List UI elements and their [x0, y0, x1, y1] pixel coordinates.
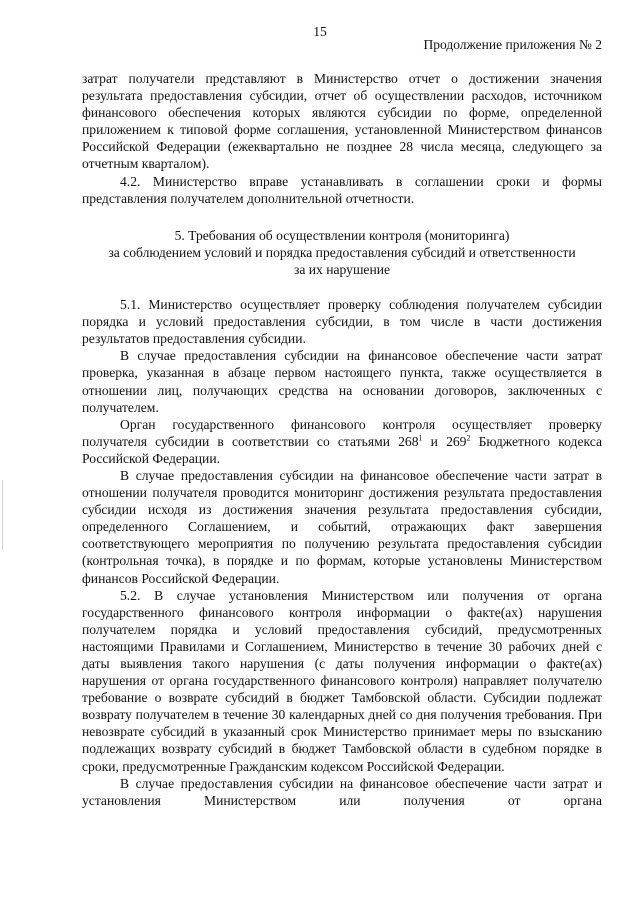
paragraph-financial-control [82, 416, 602, 467]
paragraph-continued: В случае предоставления субсидии на финансовое обеспечение части затрат и установления Министерством или получения от органа [82, 775, 602, 808]
paragraph-financial-control-part-b: и 269 [422, 433, 467, 449]
section-heading-line-3: за их нарушение [293, 261, 391, 277]
scan-edge-mark [2, 480, 3, 550]
paragraph-financial-control-part-c: Бюджетного кодекса Российской Федерации. [82, 433, 602, 466]
appendix-continuation-label: Продолжение приложения № 2 [423, 37, 602, 52]
paragraph-reporting: затрат получатели представляют в Министерство отчет о достижении значения результата предоставления субсидии, отчет об осуществлении расходов, источником финансового обеспечения которых являются субсидии по форме, определенной приложением к типовой форме соглашения, установленной Министерством финансов Российской Федерации (ежеквартально не позднее 28 числа месяца, следующего за отчетным кварталом). [82, 71, 602, 172]
paragraph-financial-control-part-a: Орган государственного финансового контроля осуществляет проверку получателя субсидии в соответствии со статьями 268 [82, 416, 602, 449]
paragraph-5-1: 5.1. Министерство осуществляет проверку соблюдения получателем субсидии порядка и условий предоставления субсидии, в том числе в части достижения результатов предоставления субсидии. [82, 297, 602, 347]
paragraph-verification-scope: В случае предоставления субсидии на финансовое обеспечение части затрат проверка, указанная в абзаце первом настоящего пункта, также осуществляется в отношении лиц, получающих средства на основании договоров, заключенных с получателем. [82, 348, 602, 415]
section-heading-line-1: 5. Требования об осуществлении контроля (мониторинга) [174, 227, 510, 243]
article-superscript-2: 2 [466, 433, 471, 443]
paragraph-5-2: 5.2. В случае установления Министерством или получения от органа государственного финансового контроля информации о факте(ах) нарушения получателем порядка и условий предоставления субсидий, предусмотренных настоящими Правилами и Соглашением, Министерство в течение 30 рабочих дней с даты выявления такого нарушения (с даты получения информации о факте(ах) нарушения от органа государственного финансового контроля) направляет получателю требование о возврате субсидий в бюджет Тамбовской области. Субсидии подлежат возврату получателем в течение 30 календарных дней со дня получения требования. При невозврате субсидий в указанный срок Министерство принимает меры по взысканию подлежащих возврату субсидий в бюджет Тамбовской области в судебном порядке в сроки, предусмотренные Гражданским кодексом Российской Федерации. [82, 587, 602, 774]
section-heading-line-2: за соблюдением условий и порядка предоставления субсидий и ответственности [108, 244, 576, 260]
document-body [82, 70, 602, 809]
section-5-heading [82, 227, 602, 278]
page-number: 15 [313, 24, 327, 39]
paragraph-4-2: 4.2. Министерство вправе устанавливать в соглашении сроки и формы представления получателем дополнительной отчетности. [82, 173, 602, 206]
paragraph-monitoring: В случае предоставления субсидии на финансовое обеспечение части затрат в отношении получателя проводится мониторинг достижения результата предоставления субсидии исходя из достижения значения результата предоставления субсидии, определенного Соглашением, и событий, отражающих факт завершения соответствующего мероприятия по получению результата предоставления субсидии (контрольная точка), в порядке и по формам, которые установлены Министерством финансов Российской Федерации. [82, 467, 602, 586]
article-superscript-1: 1 [418, 433, 423, 443]
